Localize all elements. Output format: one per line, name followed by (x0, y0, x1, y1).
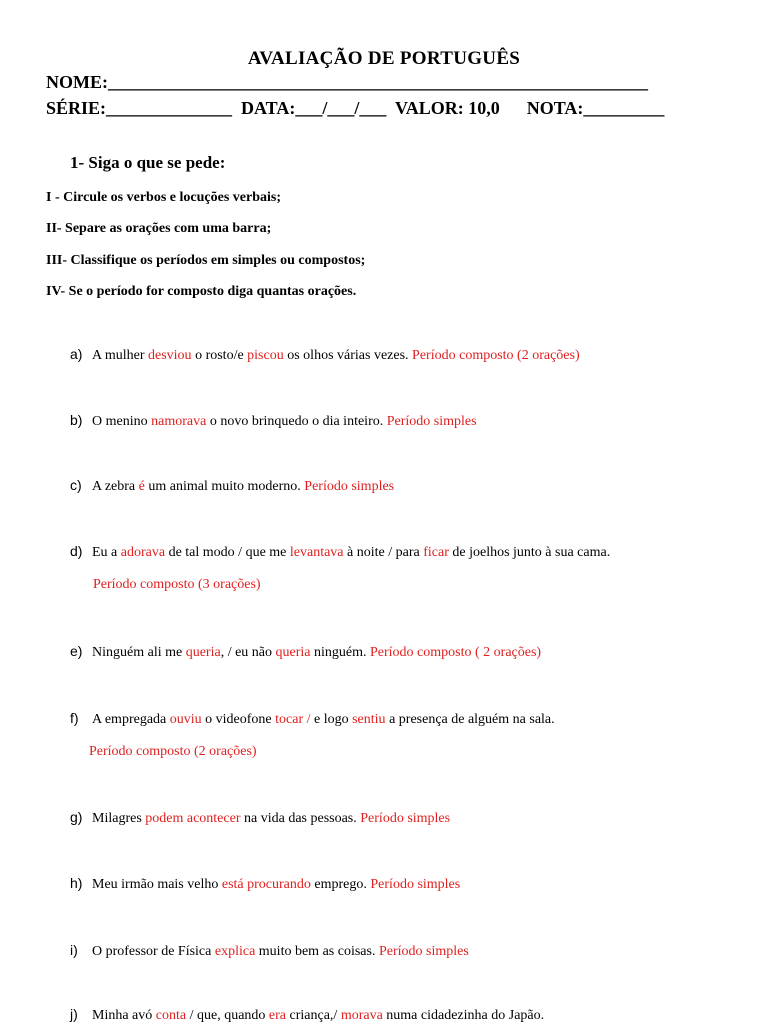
sentence-text: muito bem as coisas. (255, 944, 379, 959)
answer-highlight: adorava (120, 545, 166, 560)
sentence-text: os olhos várias vezes. (283, 348, 413, 363)
answer-highlight: Período composto (2 orações) (412, 348, 580, 363)
sentence-text: emprego. (310, 877, 371, 892)
answer-highlight: queria (275, 645, 311, 660)
exercise-item (70, 809, 450, 827)
exercise-item (70, 543, 610, 561)
exercise-item (70, 942, 469, 960)
exercise-item (70, 477, 394, 495)
answer-highlight: Período simples (360, 811, 451, 826)
answer-highlight: Período simples (386, 414, 477, 429)
instruction-3: III- Classifique os períodos em simples ou compostos; (46, 253, 366, 268)
sentence-text: na vida das pessoas. (240, 811, 361, 826)
exercise-item (70, 346, 580, 364)
answer-highlight: sentiu (352, 712, 386, 727)
sentence-text: O menino (92, 414, 152, 429)
sentence-text: numa cidadezinha do Japão. (382, 1008, 545, 1023)
instruction-2: II- Separe as orações com uma barra; (46, 221, 272, 236)
answer-highlight: Período composto ( 2 orações) (370, 645, 542, 660)
answer-highlight: explica (214, 944, 256, 959)
answer-highlight: queria (185, 645, 221, 660)
sentence-text: o novo brinquedo o dia inteiro. (206, 414, 387, 429)
exercise-label: c) (70, 477, 82, 493)
sentence-text: O professor de Física (92, 944, 215, 959)
answer-highlight: desviou (148, 348, 192, 363)
sentence-text: de tal modo / que me (165, 545, 290, 560)
sentence-text: Meu irmão mais velho (92, 877, 222, 892)
sentence-text: criança,/ (286, 1008, 341, 1023)
sentence-text: A zebra (92, 479, 139, 494)
exercise-label: a) (70, 346, 83, 362)
exercise-item (70, 1006, 544, 1024)
answer-highlight: conta (155, 1008, 187, 1023)
sentence-text: de joelhos junto à sua cama. (448, 545, 611, 560)
answer-highlight: está procurando (221, 877, 311, 892)
sentence-text: e logo (310, 712, 353, 727)
answer-highlight: Período simples (370, 877, 461, 892)
exercise-item (70, 875, 460, 893)
sentence-text: Minha avó (92, 1008, 156, 1023)
sentence-text: à noite / para (343, 545, 424, 560)
exercise-label: f) (70, 710, 79, 726)
question-title: 1- Siga o que se pede: (70, 153, 226, 172)
answer-highlight: é (138, 479, 145, 494)
answer-highlight: era (268, 1008, 287, 1023)
sentence-text: A mulher (92, 348, 148, 363)
instruction-1: I - Circule os verbos e locuções verbais; (46, 190, 281, 205)
sentence-text: um animal muito moderno. (144, 479, 305, 494)
answer-highlight: ouviu (169, 712, 202, 727)
answer-highlight: piscou (247, 348, 284, 363)
exercise-label: d) (70, 543, 83, 559)
exercise-item (70, 710, 555, 728)
serie-date-grade-line: SÉRIE:______________ DATA:___/___/___ VALOR: 10,0 NOTA:_________ (46, 98, 665, 118)
exercise-item (70, 412, 477, 430)
answer-highlight: tocar / (275, 712, 311, 727)
sentence-text: o videofone (201, 712, 276, 727)
exercise-label: i) (70, 942, 78, 958)
exercise-label: j) (70, 1006, 78, 1022)
answer-highlight: levantava (289, 545, 344, 560)
answer-highlight: ficar (423, 545, 449, 560)
exercise-label: h) (70, 875, 83, 891)
answer-highlight: Período simples (304, 479, 395, 494)
exercise-label: b) (70, 412, 83, 428)
sentence-text: , / eu não (220, 645, 276, 660)
answer-highlight: Período simples (378, 944, 469, 959)
page-title: AVALIAÇÃO DE PORTUGUÊS (247, 48, 521, 69)
exercise-item (70, 643, 541, 661)
sentence-text: Milagres (92, 811, 146, 826)
instruction-4: IV- Se o período for composto diga quantas orações. (46, 284, 357, 299)
sentence-text: a presença de alguém na sala. (385, 712, 555, 727)
sentence-text: o rosto/e (191, 348, 248, 363)
answer-highlight: namorava (151, 414, 207, 429)
exercise-label: g) (70, 809, 83, 825)
sentence-text: A empregada (92, 712, 170, 727)
answer-classification: Período composto (2 orações) (89, 744, 257, 759)
answer-classification: Período composto (3 orações) (93, 577, 261, 592)
answer-highlight: podem acontecer (145, 811, 241, 826)
sentence-text: Ninguém ali me (92, 645, 186, 660)
answer-highlight: morava (340, 1008, 383, 1023)
sentence-text: ninguém. (310, 645, 370, 660)
sentence-text: Eu a (92, 545, 121, 560)
name-field-line: NOME:____________________________________________________________ (46, 72, 648, 92)
sentence-text: / que, quando (186, 1008, 269, 1023)
exercise-label: e) (70, 643, 83, 659)
